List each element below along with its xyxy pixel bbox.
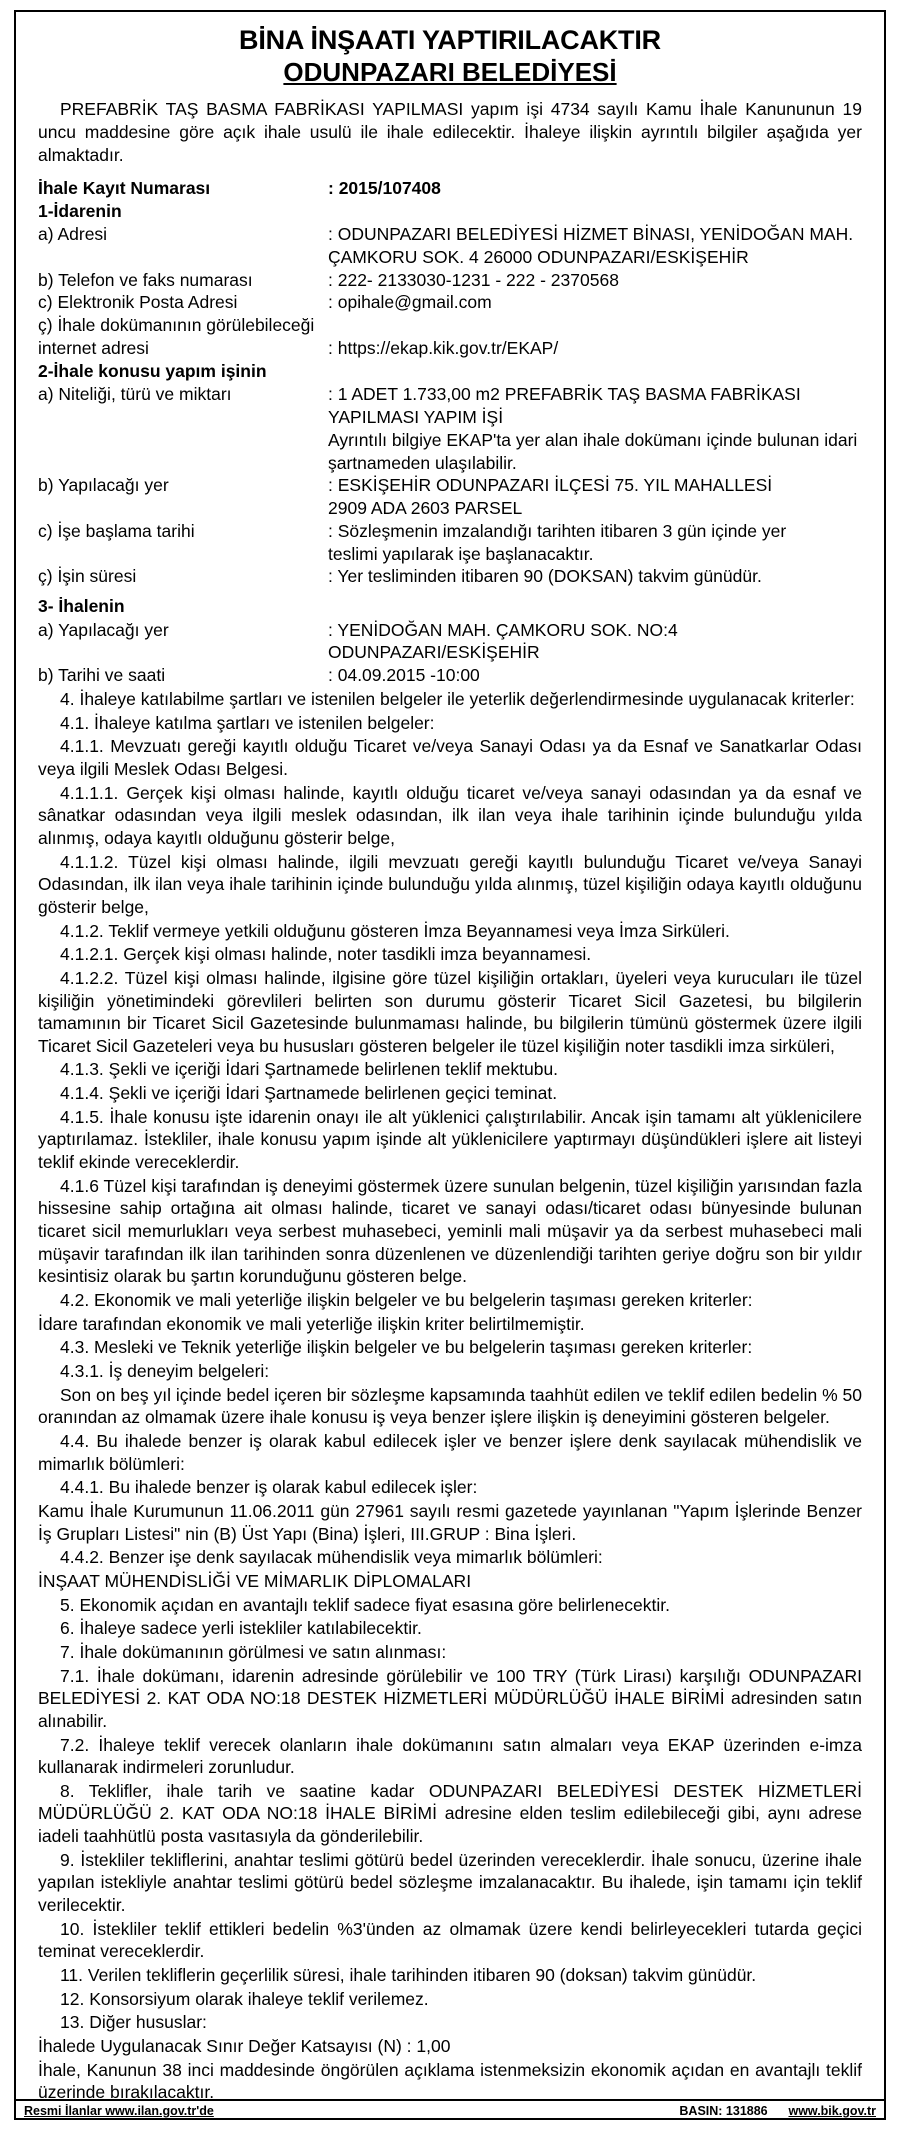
clause-item: 4.4.2. Benzer işe denk sayılacak mühendislik veya mimarlık bölümleri: — [60, 1547, 603, 1568]
label-ihale-yer: a) Yapılacağı yer — [38, 619, 169, 640]
section-2-heading: 2-İhale konusu yapım işinin — [38, 360, 267, 381]
clause-item: 4.1.1.1. Gerçek kişi olması halinde, kayıtlı olduğu ticaret ve/veya sanayi odasından ya da esnaf ve sânatkar odasından veya ilgili meslek odasından, ilk ilan veya ihale tarihinin içinde bulunduğu yılda alınmış, odaya kayıtlı olduğunu gösterir belge, — [38, 782, 862, 848]
value-ihale-yer: : YENİDOĞAN MAH. ÇAMKORU SOK. NO:4 ODUNPAZARI/ESKİŞEHİR — [328, 619, 678, 663]
clauses-list — [38, 688, 862, 2104]
section2-row-sure — [38, 565, 862, 588]
clause-item: 4.1. İhaleye katılma şartları ve istenilen belgeler: — [60, 712, 435, 733]
section1-row-dokuman — [38, 314, 862, 337]
clause-item: 4.1.5. İhale konusu işte idarenin onayı ile alt yüklenici çalıştırılabilir. Ancak işin tamamı alt yüklenicilere yaptırılamaz. İstekliler, ihale konusu yapım işinde alt yüklenicilere yaptırmayı düşündükleri işlere ait listeyi teklif ekinde vereceklerdir. — [38, 1106, 862, 1173]
ihale-kayit-label: İhale Kayıt Numarası — [38, 177, 211, 198]
clause-item: 10. İstekliler teklif ettikleri bedelin %3'ünden az olmamak üzere kendi belirleyecekleri tutarda geçici teminat vereceklerdir. — [38, 1918, 862, 1962]
ihale-kayit-row — [38, 177, 862, 200]
label-internet: internet adresi — [38, 337, 149, 358]
section1-row-internet — [38, 337, 862, 360]
value-ihale-tarih: : 04.09.2015 -10:00 — [328, 665, 480, 686]
clause-item: Kamu İhale Kurumunun 11.06.2011 gün 27961 sayılı resmi gazetede yayınlanan "Yapım İşlerinde Benzer İş Grupları Listesi" nin (B) Üst Yapı (Bina) İşleri, III.GRUP : Bina İşleri. — [38, 1500, 862, 1544]
clause-item: 7. İhale dokümanının görülmesi ve satın alınması: — [60, 1641, 447, 1662]
clause-item: 6. İhaleye sadece yerli istekliler katılabilecektir. — [60, 1618, 422, 1639]
value-eposta: : opihale@gmail.com — [328, 292, 492, 313]
footer-bar — [16, 2099, 884, 2120]
value-nitelik: : 1 ADET 1.733,00 m2 PREFABRİK TAŞ BASMA FABRİKASI — [328, 384, 801, 405]
label-yapilacagi-yer: b) Yapılacağı yer — [38, 475, 169, 496]
footer-site-link: www.bik.gov.tr — [788, 2104, 876, 2118]
clause-item: 4.1.2.2. Tüzel kişi olması halinde, ilgisine göre tüzel kişiliğin ortakları, üyeleri veya kurucuları ile tüzel kişiliğin yönetimindeki görevlileri belirten son durumu gösterir Ticaret Sicil Gazetesi, bu bilgilerin tamamının bir Ticaret Sicil Gazetesinde bulunmaması halinde, bu bilgilerin tümünü göstermek üzere ilgili Ticaret Sicil Gazeteleri veya bu hususları gösteren belgeler ile tüzel kişiliğin noter tasdikli imza sirküleri, — [38, 967, 862, 1056]
section-1-heading: 1-İdarenin — [38, 200, 122, 221]
clause-item: İdare tarafından ekonomik ve mali yeterliğe ilişkin kriter belirtilmemiştir. — [38, 1313, 585, 1334]
value-baslama: : Sözleşmenin imzalandığı tarihten itibaren 3 gün içinde yer — [328, 520, 787, 541]
clause-item: 4.1.2. Teklif vermeye yetkili olduğunu gösteren İmza Beyannamesi veya İmza Sirküleri. — [60, 920, 730, 941]
clause-item: 11. Verilen tekliflerin geçerlilik süresi, ihale tarihinden itibaren 90 (doksan) takvim günüdür. — [60, 1965, 757, 1986]
clause-item: 4.4. Bu ihalede benzer iş olarak kabul edilecek işler ve benzer işlere denk sayılacak mühendislik ve mimarlık bölümleri: — [38, 1430, 862, 1474]
clause-item: 4.1.3. Şekli ve içeriği İdari Şartnamede belirlenen teklif mektubu. — [60, 1059, 559, 1080]
intro-paragraph: PREFABRİK TAŞ BASMA FABRİKASI YAPILMASI yapım işi 4734 sayılı Kamu İhale Kanununun 19 uncu maddesine göre açık ihale usulü ile ihale edilecektir. İhaleye ilişkin ayrıntılı bilgiler aşağıda yer almaktadır. — [38, 98, 862, 165]
clause-item: 4.2. Ekonomik ve mali yeterliğe ilişkin belgeler ve bu belgelerin taşıması gereken kriterler: — [60, 1290, 753, 1311]
clause-item: 4.1.1. Mevzuatı gereği kayıtlı olduğu Ticaret ve/veya Sanayi Odası ya da Esnaf ve Sanatkarlar Odası veya ilgili Meslek Odası Belgesi. — [38, 736, 862, 779]
value-internet: : https://ekap.kik.gov.tr/EKAP/ — [328, 337, 559, 358]
label-baslama: c) İşe başlama tarihi — [38, 520, 195, 541]
page-subtitle: ODUNPAZARI BELEDİYESİ — [283, 56, 617, 87]
clause-item: 9. İstekliler tekliflerini, anahtar teslimi götürü bedel üzerinden vereceklerdir. İhale sonucu, üzerine ihale yapılan istekliyle anahtar teslimi götürü bedel sözleşme imzalanacaktır. Bu ihalede, işin tamamı için teklif verilecektir. — [38, 1849, 862, 1916]
value-baslama-cont: teslimi yapılarak işe başlanacaktır. — [328, 543, 594, 564]
clause-item: 4.1.6 Tüzel kişi tarafından iş deneyimi göstermek üzere sunulan belgenin, tüzel kişiliğin yarısından fazla hissesine sahip ortağına ait olması halinde, ticaret ve sanayi odası/ticaret odası bünyesinde bulunan ticaret sicil memurlukları veya serbest muhasebeci, yeminli mali müşavir ya da serbest muhasebeci mali müşavir tarafından ilk ilan tarihinden sonra düzenlenen ve düzenlendiği tarihten geriye doğru son bir yıldır kesintisiz olarak bu şartın korunduğunu gösteren belge. — [38, 1175, 862, 1287]
label-telefon: b) Telefon ve faks numarası — [38, 269, 253, 290]
ad-frame — [14, 10, 886, 2120]
clause-item: 4.3. Mesleki ve Teknik yeterliğe ilişkin belgeler ve bu belgelerin taşıması gereken kriterler: — [60, 1337, 753, 1358]
label-nitelik: a) Niteliği, türü ve miktarı — [38, 384, 232, 405]
value-yapilacagi-yer-cont: 2909 ADA 2603 PARSEL — [328, 498, 523, 519]
label-sure: ç) İşin süresi — [38, 566, 137, 587]
clause-item: İhale, Kanunun 38 inci maddesinde öngörülen açıklama istenmeksizin ekonomik açıdan en avantajlı teklif üzerinde bırakılacaktır. — [38, 2059, 862, 2103]
clause-item: İhalede Uygulanacak Sınır Değer Katsayısı (N) : 1,00 — [38, 2036, 451, 2057]
section-3-heading: 3- İhalenin — [38, 596, 125, 617]
clause-item: 4. İhaleye katılabilme şartları ve istenilen belgeler ile yeterlik değerlendirmesinde uygulanacak kriterler: — [60, 688, 855, 709]
value-adresi-cont: ÇAMKORU SOK. 4 26000 ODUNPAZARI/ESKİŞEHİR — [328, 246, 749, 267]
value-nitelik-cont1: YAPILMASI YAPIM İŞİ — [328, 407, 504, 428]
value-yapilacagi-yer: : ESKİŞEHİR ODUNPAZARI İLÇESİ 75. YIL MAHALLESİ — [328, 475, 773, 496]
clause-item: İNŞAAT MÜHENDİSLİĞİ VE MİMARLIK DİPLOMALARI — [38, 1570, 472, 1591]
value-telefon: : 222- 2133030-1231 - 222 - 2370568 — [328, 269, 619, 290]
clause-item: 8. Teklifler, ihale tarih ve saatine kadar ODUNPAZARI BELEDİYESİ DESTEK HİZMETLERİ MÜDÜRLÜĞÜ 2. KAT ODA NO:18 İHALE BİRİMİ adresine elden teslim edilebileceği gibi, aynı adrese iadeli taahhütlü posta vasıtasıyla da gönderilebilir. — [38, 1780, 862, 1847]
section2-row-baslama — [38, 520, 862, 543]
value-nitelik-cont3: şartnameden ulaşılabilir. — [328, 452, 517, 473]
section2-row-nitelik — [38, 383, 862, 406]
value-nitelik-cont2: Ayrıntılı bilgiye EKAP'ta yer alan ihale dokümanı içinde bulunan idari — [328, 429, 858, 450]
footer-left-text: Resmi İlanlar www.ilan.gov.tr'de — [24, 2104, 214, 2118]
label-eposta: c) Elektronik Posta Adresi — [38, 292, 238, 313]
section3-row-tarih — [38, 664, 862, 687]
ihale-kayit-value: : 2015/107408 — [328, 177, 441, 198]
footer-right — [679, 2104, 876, 2118]
clause-item: 13. Diğer hususlar: — [60, 2012, 207, 2033]
basin-number: BASIN: 131886 — [679, 2104, 768, 2118]
value-sure: : Yer tesliminden itibaren 90 (DOKSAN) takvim günüdür. — [328, 566, 762, 587]
label-ihale-tarih: b) Tarihi ve saati — [38, 665, 166, 686]
label-dokuman: ç) İhale dokümanının görülebileceği — [38, 315, 315, 336]
label-adresi: a) Adresi — [38, 224, 108, 245]
section1-row-telefon — [38, 269, 862, 292]
clause-item: Son on beş yıl içinde bedel içeren bir sözleşme kapsamında taahhüt edilen ve teklif edilen bedelin % 50 oranından az olmamak üzere ihale konusu iş veya benzer işlere ilişkin iş deneyimini gösteren belgeler. — [38, 1384, 862, 1428]
clause-item: 7.1. İhale dokümanı, idarenin adresinde görülebilir ve 100 TRY (Türk Lirası) karşılığı ODUNPAZARI BELEDİYESİ 2. KAT ODA NO:18 DESTEK HİZMETLERİ MÜDÜRLÜĞÜ İHALE BİRİMİ adresinden satın alınabilir. — [38, 1665, 862, 1731]
clause-item: 5. Ekonomik açıdan en avantajlı teklif sadece fiyat esasına göre belirlenecektir. — [60, 1594, 670, 1615]
clause-item: 4.1.4. Şekli ve içeriği İdari Şartnamede belirlenen geçici teminat. — [60, 1083, 558, 1104]
section1-row-adresi — [38, 223, 862, 246]
clause-item: 4.1.2.1. Gerçek kişi olması halinde, noter tasdikli imza beyannamesi. — [60, 944, 592, 965]
section2-row-yapilacagi-yer — [38, 474, 862, 497]
clause-item: 4.3.1. İş deneyim belgeleri: — [60, 1361, 270, 1382]
clause-item: 12. Konsorsiyum olarak ihaleye teklif verilemez. — [60, 1988, 429, 2009]
page-title: BİNA İNŞAATI YAPTIRILACAKTIR — [239, 25, 661, 55]
title-block — [38, 26, 862, 88]
section3-row-yer — [38, 619, 862, 665]
section1-row-eposta — [38, 291, 862, 314]
clause-item: 4.4.1. Bu ihalede benzer iş olarak kabul edilecek işler: — [60, 1477, 478, 1498]
clause-item: 4.1.1.2. Tüzel kişi olması halinde, ilgili mevzuatı gereği kayıtlı bulunduğu Ticaret ve/veya Sanayi Odasından, ilk ilan veya ihale tarihinin içinde bulunduğu yılda alınmış, tüzel kişiliğin odaya kayıtlı olduğunu gösterir belge, — [38, 851, 862, 917]
value-adresi: : ODUNPAZARI BELEDİYESİ HİZMET BİNASI, YENİDOĞAN MAH. — [328, 224, 854, 245]
clause-item: 7.2. İhaleye teklif verecek olanların ihale dokümanını satın almaları veya EKAP üzerinden e-imza kullanarak indirmeleri zorunludur. — [38, 1734, 862, 1778]
spacer — [38, 588, 862, 595]
